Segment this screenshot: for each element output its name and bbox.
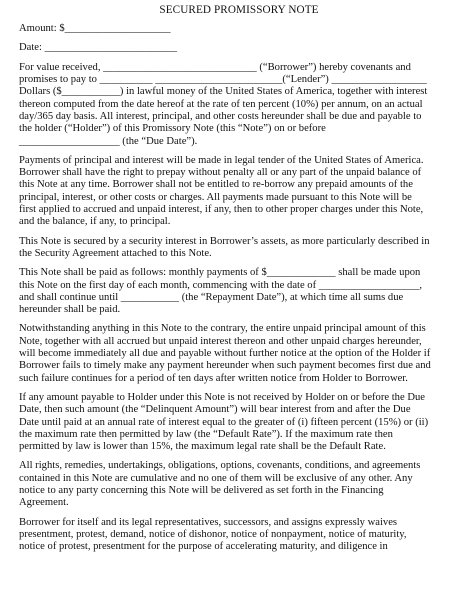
date-line: Date: _________________________ bbox=[19, 42, 178, 54]
paragraph-cumulative-rights: All rights, remedies, undertakings, obligations, options, covenants, conditions, and agreements contained in this Note are cumulative and no one of them will be exclusive of any other. Any notice to any party concerning this Note will be delivered as set forth in the Financing Agreement. bbox=[19, 460, 421, 509]
paragraph-acceleration: Notwithstanding anything in this Note to the contrary, the entire unpaid principal amount of this Note, together with all accrued but unpaid interest thereon and other unpaid charges hereunder, will become immediately all due and payable without further notice at the option of the Holder if Borrower fails to timely make any payment hereunder when such payment becomes first due and such failure continues for a period of ten days after written notice from Holder to Borrower. bbox=[19, 323, 431, 384]
paragraph-waiver: Borrower for itself and its legal representatives, successors, and assigns expressly waives presentment, protest, demand, notice of dishonor, notice of nonpayment, notice of maturity, notice of protest, presentment for the purpose of accelerating maturity, and diligence in bbox=[19, 516, 407, 553]
amount-line: Amount: $____________________ bbox=[19, 23, 171, 34]
paragraph-security: This Note is secured by a security interest in Borrower’s assets, as more particularly described in the Security Agreement attached to this Note. bbox=[19, 235, 430, 259]
document-title: SECURED PROMISSORY NOTE bbox=[159, 4, 319, 16]
paragraph-value-received: For value received, _____________________________ (“Borrower”) hereby covenants and promises to pay to __________ ________________________(“Lender”) __________________ Dollars ($___________) in lawful money of the United States of America, together with interest thereon computed from the date hereof at the rate of ten percent (10%) per annum, on an actual day/365 day basis. All interest, principal, and other costs hereunder shall be due and payable to the holder (“Holder”) of this Promissory Note (this “Note”) on or before ___________________ (the “Due Date”). bbox=[19, 61, 428, 147]
paragraph-payment-schedule: This Note shall be paid as follows: monthly payments of $_____________ shall be made upon this Note on the first day of each month, commencing with the date of ___________________, and shall continue until ___________ (the “Repayment Date”), at which time all sums due hereunder shall be paid. bbox=[19, 267, 423, 316]
paragraph-payments: Payments of principal and interest will be made in legal tender of the United States of America. Borrower shall have the right to prepay without penalty all or any part of the unpaid balance of this Note at any time. Borrower shall not be entitled to re-borrow any prepaid amounts of the principal, interest, or other costs or charges. All payments made pursuant to this Note will be first applied to accrued and unpaid interest, if any, then to other proper charges under this Note, and the balance, if any, to principal. bbox=[19, 154, 424, 228]
paragraph-default-rate: If any amount payable to Holder under this Note is not received by Holder on or before the Due Date, then such amount (the “Delinquent Amount”) will bear interest from and after the Due Date until paid at an annual rate of interest equal to the greater of (i) fifteen percent (15%) or (ii) the maximum rate then permitted by law (the “Default Rate”). If the maximum rate then permitted by law is lower than 15%, the maximum legal rate shall be the Default Rate. bbox=[19, 391, 429, 453]
